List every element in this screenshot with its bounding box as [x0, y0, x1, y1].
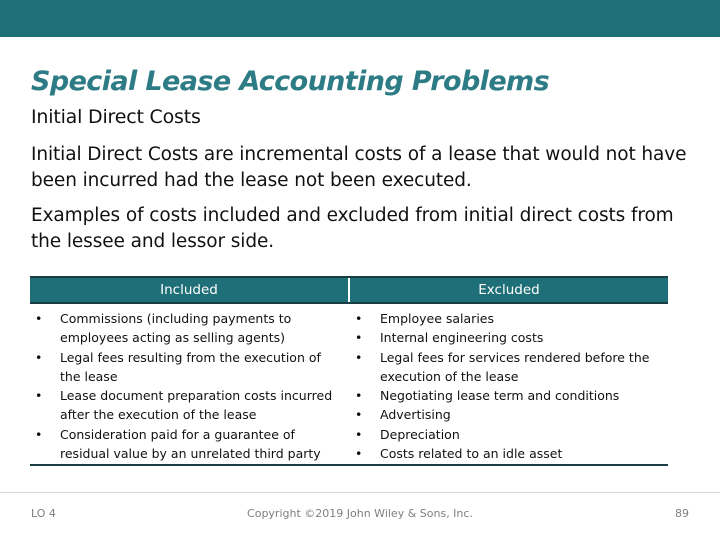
- footer-divider: [0, 492, 720, 493]
- list-item: • Lease document preparation costs incurred after the execution of the lease: [30, 386, 342, 425]
- slide-title: Special Lease Accounting Problems: [31, 66, 550, 97]
- table-bottom-border: [30, 464, 668, 466]
- list-item: • Internal engineering costs: [350, 328, 668, 347]
- top-banner: [0, 0, 720, 37]
- page-number: 89: [675, 507, 689, 520]
- list-item: • Legal fees resulting from the execution of the lease: [30, 348, 342, 387]
- list-item: • Negotiating lease term and conditions: [350, 386, 668, 405]
- slide-subtitle: Initial Direct Costs: [31, 106, 201, 128]
- excluded-list: [350, 309, 668, 463]
- included-list: [30, 309, 342, 463]
- header-excluded: Excluded: [478, 282, 540, 298]
- copyright-notice: Copyright ©2019 John Wiley & Sons, Inc.: [247, 507, 473, 520]
- list-item: • Costs related to an idle asset: [350, 444, 668, 463]
- list-item: • Depreciation: [350, 425, 668, 444]
- learning-objective: LO 4: [31, 507, 56, 520]
- header-included: Included: [160, 282, 218, 298]
- list-item: • Commissions (including payments to employees acting as selling agents): [30, 309, 342, 348]
- list-item: • Legal fees for services rendered before the execution of the lease: [350, 348, 668, 387]
- examples-paragraph: Examples of costs included and excluded from initial direct costs from the lessee and lessor side.: [31, 205, 674, 252]
- list-item: • Consideration paid for a guarantee of residual value by an unrelated third party: [30, 425, 342, 464]
- list-item: • Advertising: [350, 405, 668, 424]
- costs-table: [30, 276, 668, 466]
- table-header-row: [30, 276, 668, 304]
- list-item: • Employee salaries: [350, 309, 668, 328]
- definition-paragraph: Initial Direct Costs are incremental costs of a lease that would not have been incurred had the lease not been executed.: [31, 144, 687, 191]
